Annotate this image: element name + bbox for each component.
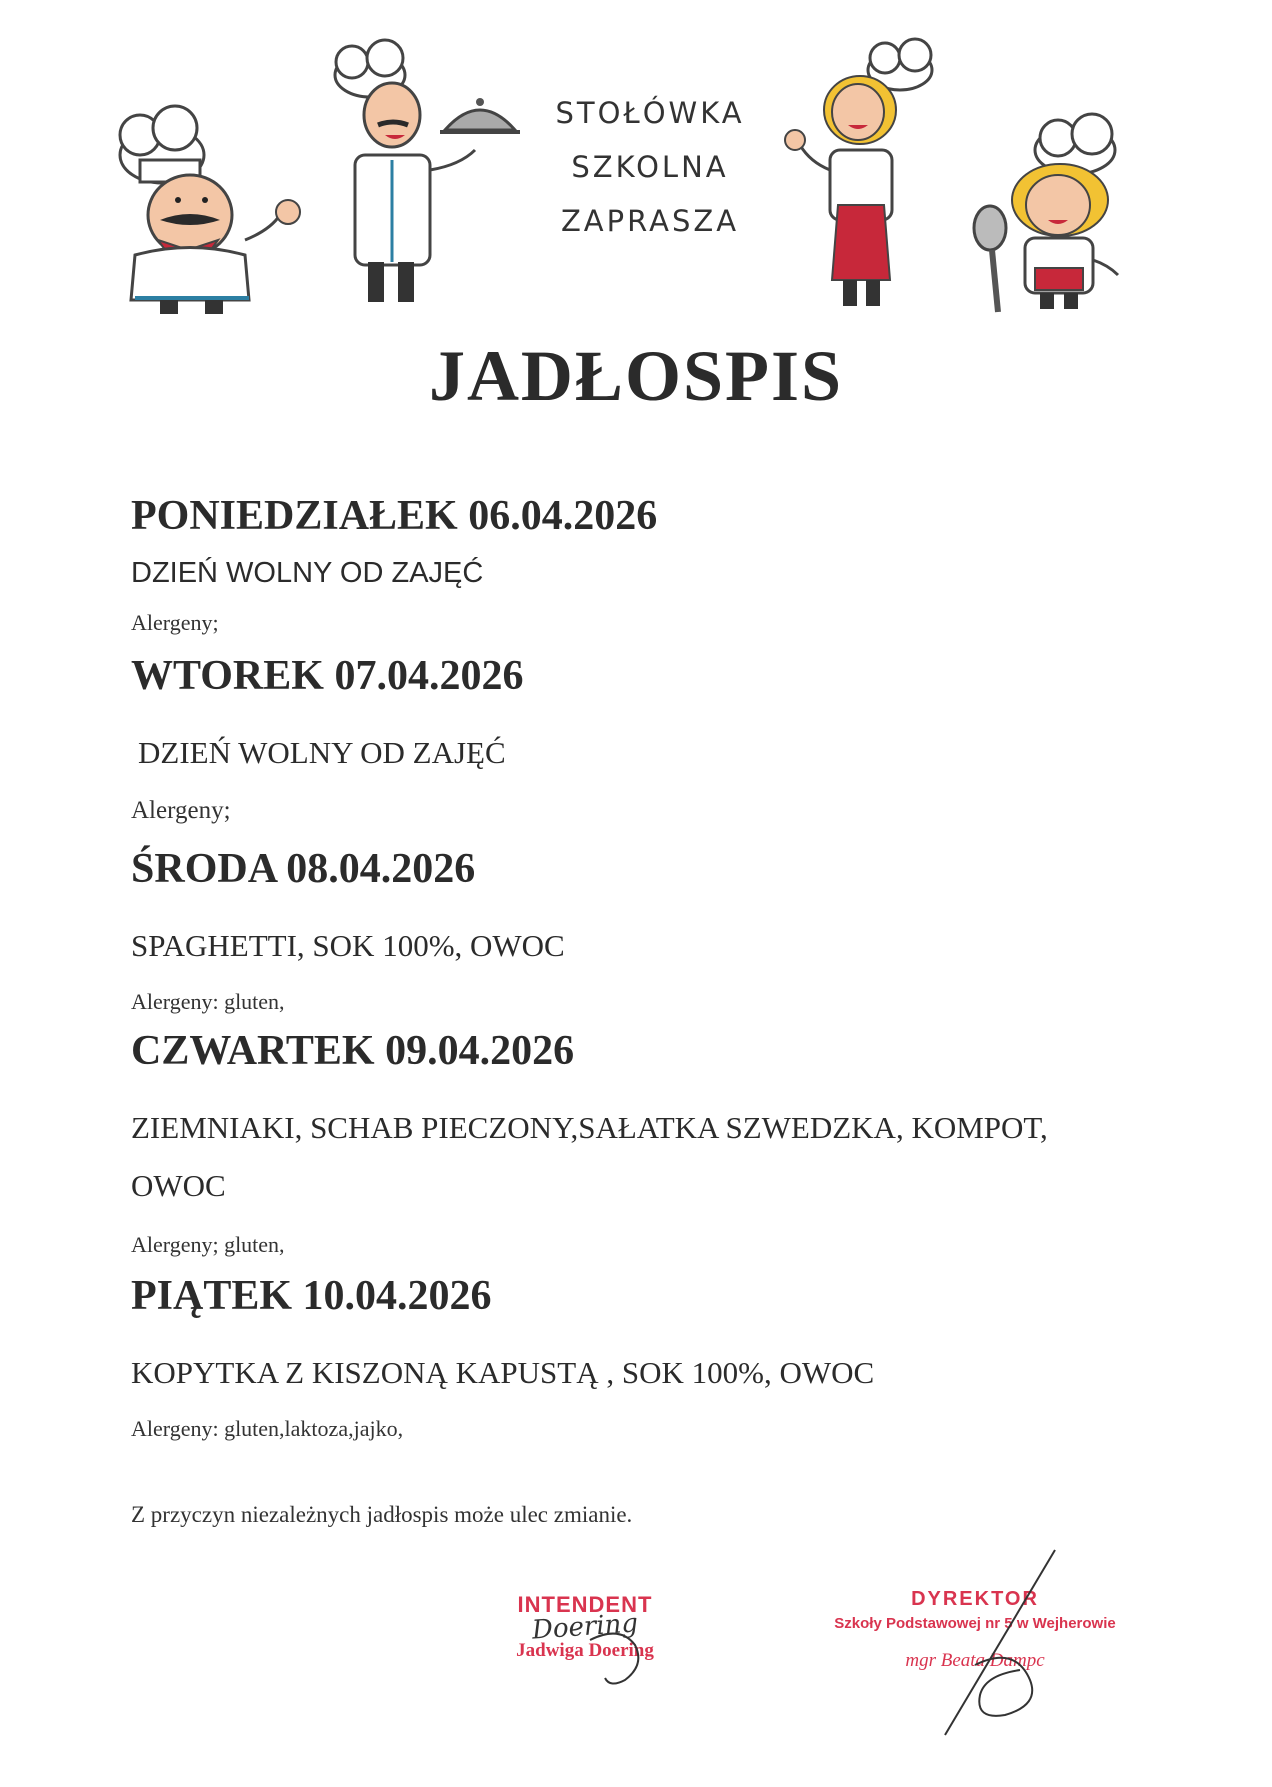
day-heading-monday: PONIEDZIAŁEK 06.04.2026: [131, 493, 658, 539]
girl-chef-spoon-icon: [974, 114, 1118, 312]
waiter-chef-icon: [335, 40, 520, 302]
intendent-signature: Doering: [531, 1608, 639, 1646]
meal-thursday-line-2: OWOC: [131, 1168, 226, 1203]
page-title: JADŁOSPIS: [428, 336, 844, 416]
day-heading-tuesday: WTOREK 07.04.2026: [131, 653, 524, 699]
female-chef-icon: [785, 39, 932, 306]
day-heading-wednesday: ŚRODA 08.04.2026: [131, 846, 476, 892]
cafeteria-banner: [500, 86, 800, 248]
allergens-monday: Alergeny;: [131, 610, 219, 635]
meal-tuesday: DZIEŃ WOLNY OD ZAJĘĆ: [138, 735, 506, 770]
day-heading-thursday: CZWARTEK 09.04.2026: [131, 1028, 575, 1074]
director-role: DYREKTOR: [911, 1588, 1039, 1610]
allergens-friday: Alergeny: gluten,laktoza,jajko,: [131, 1416, 404, 1441]
meal-friday: KOPYTKA Z KISZONĄ KAPUSTĄ , SOK 100%, OWOC: [131, 1355, 875, 1390]
intendent-name: Jadwiga Doering: [516, 1640, 654, 1661]
banner-line-1: STOŁÓWKA: [555, 96, 745, 130]
allergens-wednesday: Alergeny: gluten,: [131, 989, 285, 1014]
day-heading-friday: PIĄTEK 10.04.2026: [131, 1273, 492, 1319]
mustached-chef-icon: [120, 106, 300, 314]
banner-line-3: ZAPRASZA: [560, 204, 740, 238]
director-name: mgr Beata Dampc: [905, 1650, 1045, 1671]
director-signature-scribble: [915, 1545, 1065, 1745]
banner-line-2: SZKOLNA: [571, 150, 729, 184]
disclaimer-note: Z przyczyn niezależnych jadłospis może ulec zmianie.: [131, 1502, 633, 1527]
meal-thursday-line-1: ZIEMNIAKI, SCHAB PIECZONY,SAŁATKA SZWEDZKA, KOMPOT,: [131, 1110, 1048, 1145]
meal-monday: DZIEŃ WOLNY OD ZAJĘĆ: [131, 557, 484, 589]
allergens-tuesday: Alergeny;: [131, 797, 231, 824]
intendent-role: INTENDENT: [517, 1592, 653, 1617]
allergens-thursday: Alergeny; gluten,: [131, 1232, 285, 1257]
director-school: Szkoły Podstawowej nr 5 w Wejherowie: [834, 1615, 1116, 1632]
intendent-signature-scribble: [585, 1620, 655, 1690]
meal-wednesday: SPAGHETTI, SOK 100%, OWOC: [131, 928, 565, 963]
